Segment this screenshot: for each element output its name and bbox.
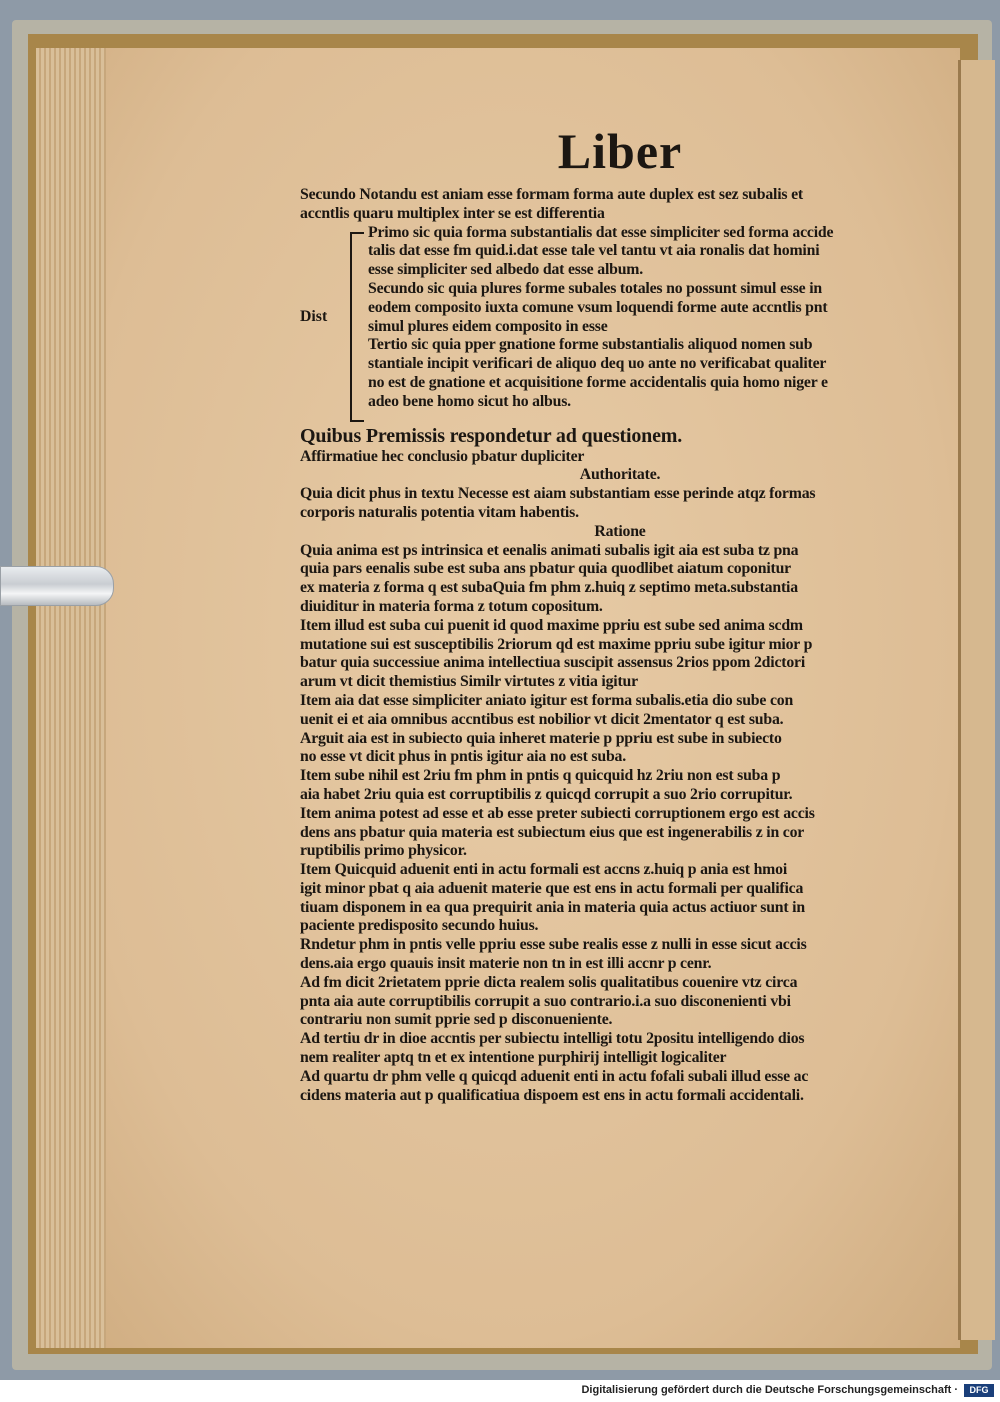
text-line: Affirmatiue hec conclusio pbatur dupliciter	[300, 447, 585, 465]
text-line: mutatione sui est susceptibilis 2riorum qd est maxime ppriu sube igitur mior p	[300, 635, 813, 653]
text-line: Secundo Notandu est aniam esse formam forma aute duplex est sez subalis et	[300, 186, 803, 203]
text-line: paciente predisposito secundo huius.	[300, 917, 539, 935]
text-line: pnta aia aute corruptibilis corrupit a suo contrario.i.a suo disconenienti vbi	[300, 992, 791, 1010]
text-line: accntlis quaru multiplex inter se est differentia	[300, 204, 605, 222]
text-line: igit minor pbat q aia aduenit materie que est ens in actu formali per qualifica	[300, 879, 804, 897]
page-stack	[36, 48, 106, 1348]
text-line: esse simpliciter sed albedo dat esse album.	[368, 261, 644, 279]
text-line: quia pars eenalis sube est suba ans pbatur quia quodlibet aiatum coponitur	[300, 560, 791, 578]
facing-page-edge	[958, 60, 995, 1340]
text-line: ruptibilis primo physicor.	[300, 842, 467, 860]
page-text	[300, 120, 940, 1105]
text-line: simul plures eidem composito in esse	[368, 317, 608, 335]
text-line: Quia anima est ps intrinsica et eenalis animati subalis igit aia est suba tz pna	[300, 541, 799, 559]
text-line: dens.aia ergo quauis insit materie non tn in est illi accnr p cenr.	[300, 955, 712, 973]
text-line: tiuam disponem in ea qua prequirit ania in materia quia actus actiuor sunt in	[300, 898, 805, 916]
text-line: uenit ei et aia omnibus accntibus est nobilior vt dicit 2mentator q est suba.	[300, 710, 784, 728]
footer	[0, 1380, 1000, 1402]
subheading: Authoritate.	[579, 466, 661, 484]
text-line: no esse vt dicit phus in pntis igitur aia no est suba.	[300, 748, 626, 766]
text-line: diuiditur in materia forma z totum copositum.	[300, 597, 603, 615]
text-line: ex materia z forma q est subaQuia fm phm z.huiq z septimo meta.substantia	[300, 579, 798, 597]
text-line: Arguit aia est in subiecto quia inheret materie p ppriu est sube in subiecto	[300, 729, 782, 747]
page-clip	[0, 566, 114, 606]
text-line: corporis naturalis potentia vitam habentis.	[300, 503, 579, 521]
text-line: Ad fm dicit 2rietatem pprie dicta realem solis qualitatibus couenire vtz circa	[300, 973, 798, 991]
dfg-logo: DFG	[964, 1384, 994, 1397]
margin-note: Dist	[300, 308, 328, 325]
text-line: Tertio sic quia pper gnatione forme substantialis aliquod nomen sub	[368, 336, 813, 354]
text-line: Item anima potest ad esse et ab esse preter subiecti corruptionem ergo est accis	[300, 804, 815, 822]
text-line: Secundo sic quia plures forme subales totales no possunt simul esse in	[368, 279, 822, 297]
text-line: Ad tertiu dr in dioe accntis per subiectu intelligi totu 2positu intelligendo dios	[300, 1030, 805, 1048]
section-heading: Quibus Premissis respondetur ad questionem.	[300, 424, 683, 447]
text-line: no est de gnatione et acquisitione forme accidentalis quia homo niger e	[368, 373, 828, 391]
text-line: Ad quartu dr phm velle q quicqd aduenit enti in actu fofali subali illud esse ac	[300, 1067, 809, 1085]
text-line: Primo sic quia forma substantialis dat esse simpliciter sed forma accide	[368, 223, 834, 241]
brace	[350, 232, 364, 422]
text-line: aia habet 2riu quia est corruptibilis z quicqd corrupit a suo 2rio corrupitur.	[300, 785, 793, 803]
text-line: adeo bene homo sicut ho albus.	[368, 392, 571, 410]
text-line: contrariu non sumit pprie sed p disconueniente.	[300, 1011, 613, 1029]
text-line: Item illud est suba cui puenit id quod maxime ppriu est sube sed anima scdm	[300, 616, 803, 634]
text-line: nem realiter aptq tn et ex intentione purphirij intelligit logicaliter	[300, 1049, 727, 1067]
text-line: Item aia dat esse simpliciter aniato igitur est forma subalis.etia dio sube con	[300, 691, 794, 709]
text-line: arum vt dicit themistius Similr virtutes z vitia igitur	[300, 673, 638, 691]
text-line: cidens materia aut p qualificatiua dispoem est ens in actu formali accidentali.	[300, 1086, 804, 1104]
text-line: talis dat esse fm quid.i.dat esse tale vel tantu vt aia ronalis dat homini	[368, 242, 820, 260]
page-title: Liber	[557, 123, 683, 179]
text-line: stantiale incipit verificari de aliquo deq uo ante no verificabat qualiter	[368, 355, 827, 373]
body-text	[300, 186, 940, 1105]
text-line: batur quia successiue anima intellectiua suscipit assensus 2rios ppom 2dictori	[300, 654, 806, 672]
footer-credit: Digitalisierung gefördert durch die Deutsche Forschungsgemeinschaft ·	[581, 1384, 958, 1396]
text-line: Rndetur phm in pntis velle ppriu esse sube realis esse z nulli in esse sicut accis	[300, 936, 807, 954]
text-line: dens ans pbatur quia materia est subiectum eius que est ingenerabilis z in cor	[300, 823, 805, 841]
text-line: Item Quicquid aduenit enti in actu formali est accns z.huiq p ania est hmoi	[300, 861, 788, 879]
text-line: Item sube nihil est 2riu fm phm in pntis q quicquid hz 2riu non est suba p	[300, 767, 781, 785]
subheading: Ratione	[594, 522, 646, 540]
text-line: eodem composito iuxta comune vsum loquendi forme aute accntlis pnt	[368, 298, 828, 316]
text-line: Quia dicit phus in textu Necesse est aiam substantiam esse perinde atqz formas	[300, 485, 816, 503]
